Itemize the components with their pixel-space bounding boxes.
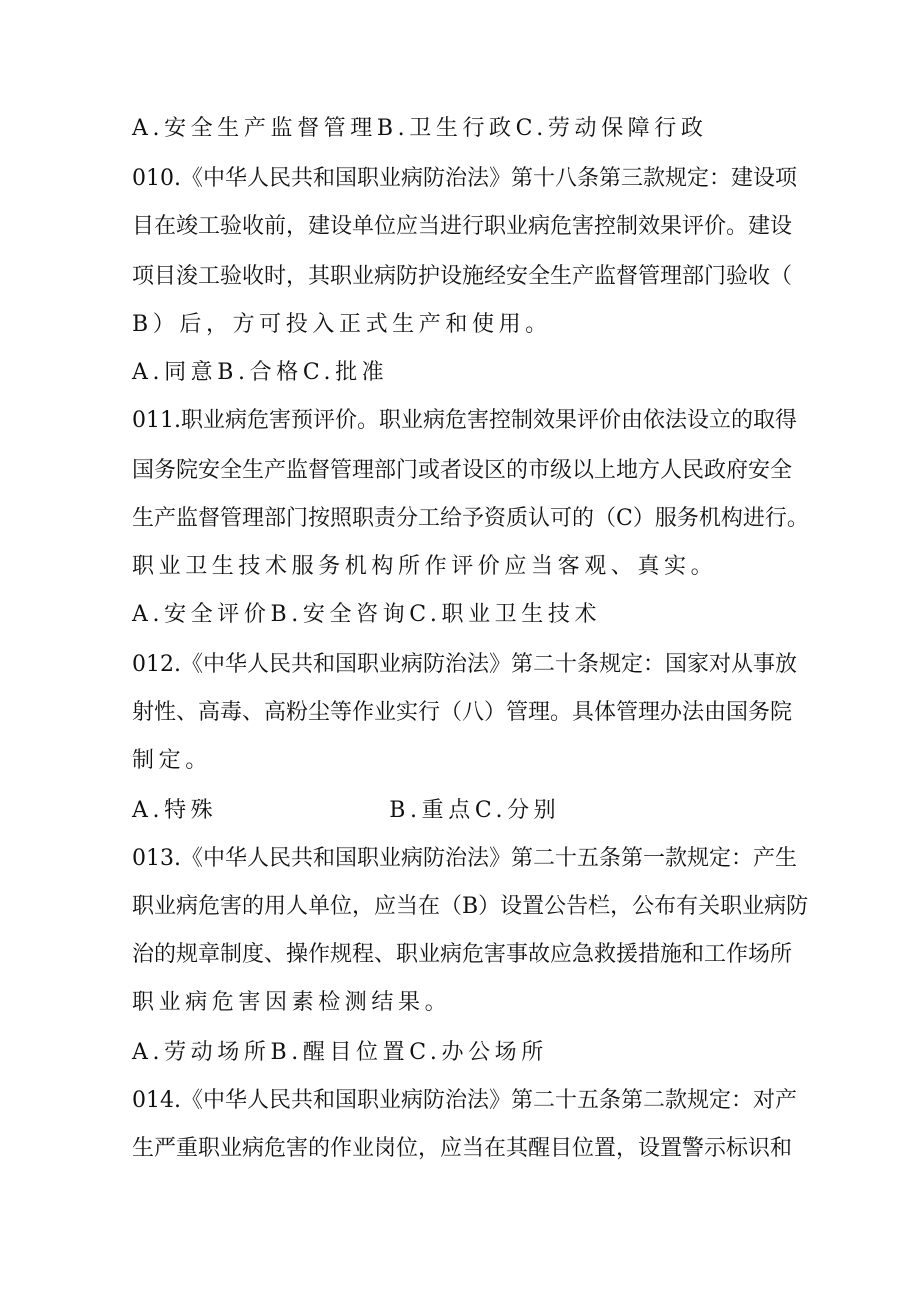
question-012-line-3: 制定。	[132, 748, 212, 773]
question-010-line-4: B）后，方可投入正式生产和使用。	[132, 312, 552, 337]
question-011-line-3: 生产监督管理部门按照职责分工给予资质认可的（C）服务机构进行。	[132, 506, 809, 531]
answer-options-009: A.安全生产监督管理B.卫生行政C.劳动保障行政	[132, 116, 708, 141]
question-010-line-3: 项目浚工验收时，其职业病防护设施经安全生产监督管理部门验收（	[132, 264, 793, 289]
answer-options-013: A.劳动场所B.醒目位置C.办公场所	[132, 1040, 548, 1065]
question-011-line-1: 011.职业病危害预评价。职业病危害控制效果评价由依法设立的取得	[132, 408, 797, 433]
answer-options-012	[132, 796, 560, 826]
question-011-line-2: 国务院安全生产监督管理部门或者设区的市级以上地方人民政府安全	[132, 458, 793, 483]
answer-option-a-012: A.特殊	[132, 798, 218, 823]
answer-options-011: A.安全评价B.安全咨询C.职业卫生技术	[132, 602, 602, 627]
question-013-line-3: 治的规章制度、操作规程、职业病危害事故应急救援措施和工作场所	[132, 942, 793, 967]
question-011-line-4: 职业卫生技术服务机构所作评价应当客观、真实。	[132, 554, 718, 579]
answer-options-010: A.同意B.合格C.批准	[132, 360, 389, 385]
answer-option-bc-012: B.重点C.分别	[389, 798, 561, 823]
question-014-line-2: 生严重职业病危害的作业岗位，应当在其醒目位置，设置警示标识和	[132, 1136, 793, 1161]
question-013-line-2: 职业病危害的用人单位，应当在（B）设置公告栏，公布有关职业病防	[132, 894, 809, 919]
question-014-line-1: 014.《中华人民共和国职业病防治法》第二十五条第二款规定：对产	[132, 1088, 797, 1113]
question-013-line-1: 013.《中华人民共和国职业病防治法》第二十五条第一款规定：产生	[132, 846, 797, 871]
question-012-line-2: 射性、高毒、高粉尘等作业实行（八）管理。具体管理办法由国务院	[132, 700, 793, 725]
question-010-line-2: 目在竣工验收前，建设单位应当进行职业病危害控制效果评价。建设	[132, 214, 793, 239]
question-010-line-1: 010.《中华人民共和国职业病防治法》第十八条第三款规定：建设项	[132, 166, 797, 191]
question-012-line-1: 012.《中华人民共和国职业病防治法》第二十条规定：国家对从事放	[132, 652, 797, 677]
question-013-line-4: 职业病危害因素检测结果。	[132, 990, 452, 1015]
